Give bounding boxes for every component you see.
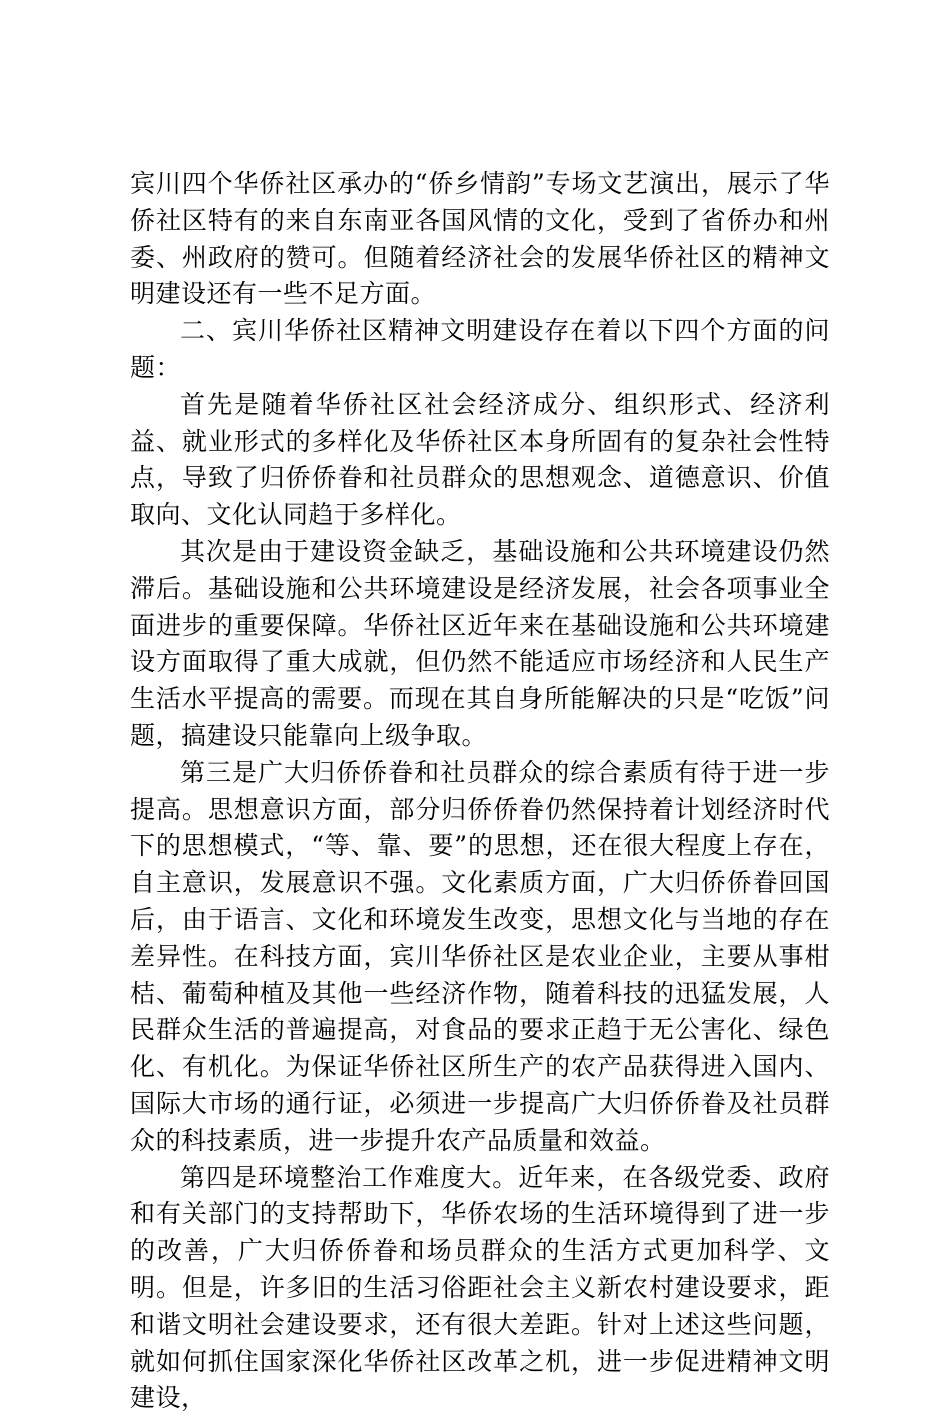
paragraph-second-issue: 其次是由于建设资金缺乏，基础设施和公共环境建设仍然滞后。基础设施和公共环境建设是经济发展，社会各项事业全面进步的重要保障。华侨社区近年来在基础设施和公共环境建设方面取得了重大成就，但仍然不能适应市场经济和人民生产生活水平提高的需要。而现在其自身所能解决的只是“吃饭”问题，搞建设只能靠向上级争取。: [130, 536, 830, 750]
paragraph-third-issue: 第三是广大归侨侨眷和社员群众的综合素质有待于进一步提高。思想意识方面，部分归侨侨眷仍然保持着计划经济时代下的思想模式，“等、靠、要”的思想，还在很大程度上存在，自主意识，发展意识不强。文化素质方面，广大归侨侨眷回国后，由于语言、文化和环境发生改变，思想文化与当地的存在差异性。在科技方面，宾川华侨社区是农业企业，主要从事柑桔、葡萄种植及其他一些经济作物，随着科技的迅猛发展，人民群众生活的普遍提高，对食品的要求正趋于无公害化、绿色化、有机化。为保证华侨社区所生产的农产品获得进入国内、国际大市场的通行证，必须进一步提高广大归侨侨眷及社员群众的科技素质，进一步提升农产品质量和效益。: [130, 757, 830, 1155]
paragraph-fourth-issue: 第四是环境整治工作难度大。近年来，在各级党委、政府和有关部门的支持帮助下，华侨农场的生活环境得到了进一步的改善，广大归侨侨眷和场员群众的生活方式更加科学、文明。但是，许多旧的生活习俗距社会主义新农村建设要求，距和谐文明社会建设要求，还有很大差距。针对上述这些问题，就如何抓住国家深化华侨社区改革之机，进一步促进精神文明建设，: [130, 1162, 830, 1413]
paragraph-first-issue: 首先是随着华侨社区社会经济成分、组织形式、经济利益、就业形式的多样化及华侨社区本身所固有的复杂社会性特点，导致了归侨侨眷和社员群众的思想观念、道德意识、价值取向、文化认同趋于多样化。: [130, 389, 830, 530]
paragraph-continuation: 宾川四个华侨社区承办的“侨乡情韵”专场文艺演出，展示了华侨社区特有的来自东南亚各国风情的文化，受到了省侨办和州委、州政府的赞可。但随着经济社会的发展华侨社区的精神文明建设还有一些不足方面。: [130, 169, 830, 309]
section-heading: 二、宾川华侨社区精神文明建设存在着以下四个方面的问题：: [130, 316, 830, 382]
document-body: [130, 166, 830, 1417]
